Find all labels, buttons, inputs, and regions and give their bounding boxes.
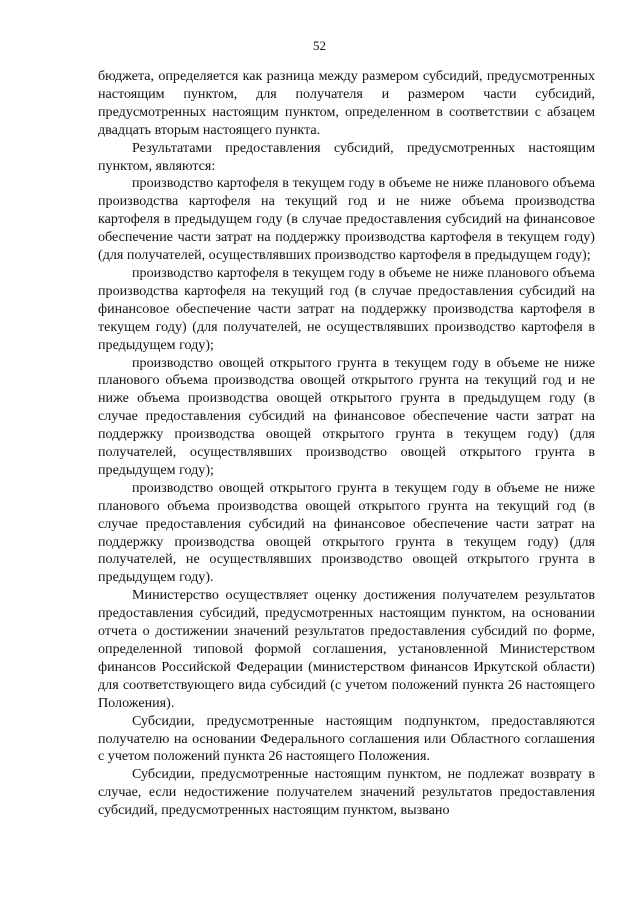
paragraph-results-intro: Результатами предоставления субсидий, предусмотренных настоящим пунктом, являются: [98,139,595,174]
paragraph-potato-result-new: производство картофеля в текущем году в объеме не ниже планового объема производства картофеля на текущий год (в случае предоставления субсидий на финансовое обеспечение части затрат на поддержку производства картофеля в текущем году) (для получателей, не осуществлявших производство картофеля в предыдущем году); [98,264,595,353]
paragraph-vegetables-result-new: производство овощей открытого грунта в текущем году в объеме не ниже планового объема производства овощей открытого грунта на текущий год (в случае предоставления субсидий на финансовое обеспечение части затрат на поддержку производства овощей открытого грунта в текущем году) (для получателей, не осуществлявших производство овощей открытого грунта в предыдущем году). [98,479,595,586]
paragraph-vegetables-result-existing: производство овощей открытого грунта в текущем году в объеме не ниже планового объема производства овощей открытого грунта на текущий год и не ниже объема производства овощей открытого грунта в предыдущем году (в случае предоставления субсидий на финансовое обеспечение части затрат на поддержку производства овощей открытого грунта в текущем году) (для получателей, осуществлявших производство овощей открытого грунта в предыдущем году); [98,354,595,478]
document-body [98,68,595,820]
page-number: 52 [313,38,326,53]
paragraph-agreement-basis: Субсидии, предусмотренные настоящим подпунктом, предоставляются получателю на основании Федерального соглашения или Областного соглашения с учетом положений пункта 26 настоящего Положения. [98,712,595,765]
paragraph-ministry-evaluation: Министерство осуществляет оценку достижения получателем результатов предоставления субсидий, предусмотренных настоящим пунктом, на основании отчета о достижении значений результатов предоставления субсидий по форме, определенной типовой формой соглашения, установленной Министерством финансов Российской Федерации (министерством финансов Иркутской области) для соответствующего вида субсидий (с учетом положений пункта 26 настоящего Положения). [98,587,595,711]
paragraph-no-return-condition: Субсидии, предусмотренные настоящим пунктом, не подлежат возврату в случае, если недостижение получателем значений результатов предоставления субсидий, предусмотренных настоящим пунктом, вызвано [98,766,595,819]
paragraph-potato-result-existing: производство картофеля в текущем году в объеме не ниже планового объема производства картофеля на текущий год и не ниже объема производства картофеля в предыдущем году (в случае предоставления субсидий на финансовое обеспечение части затрат на поддержку производства картофеля в текущем году) (для получателей, осуществлявших производство картофеля в предыдущем году); [98,175,595,264]
paragraph-budget-difference: бюджета, определяется как разница между размером субсидий, предусмотренных настоящим пунктом, для получателя и размером части субсидий, предусмотренных настоящим пунктом, определенном в соответствии с абзацем двадцать вторым настоящего пункта. [98,68,595,138]
